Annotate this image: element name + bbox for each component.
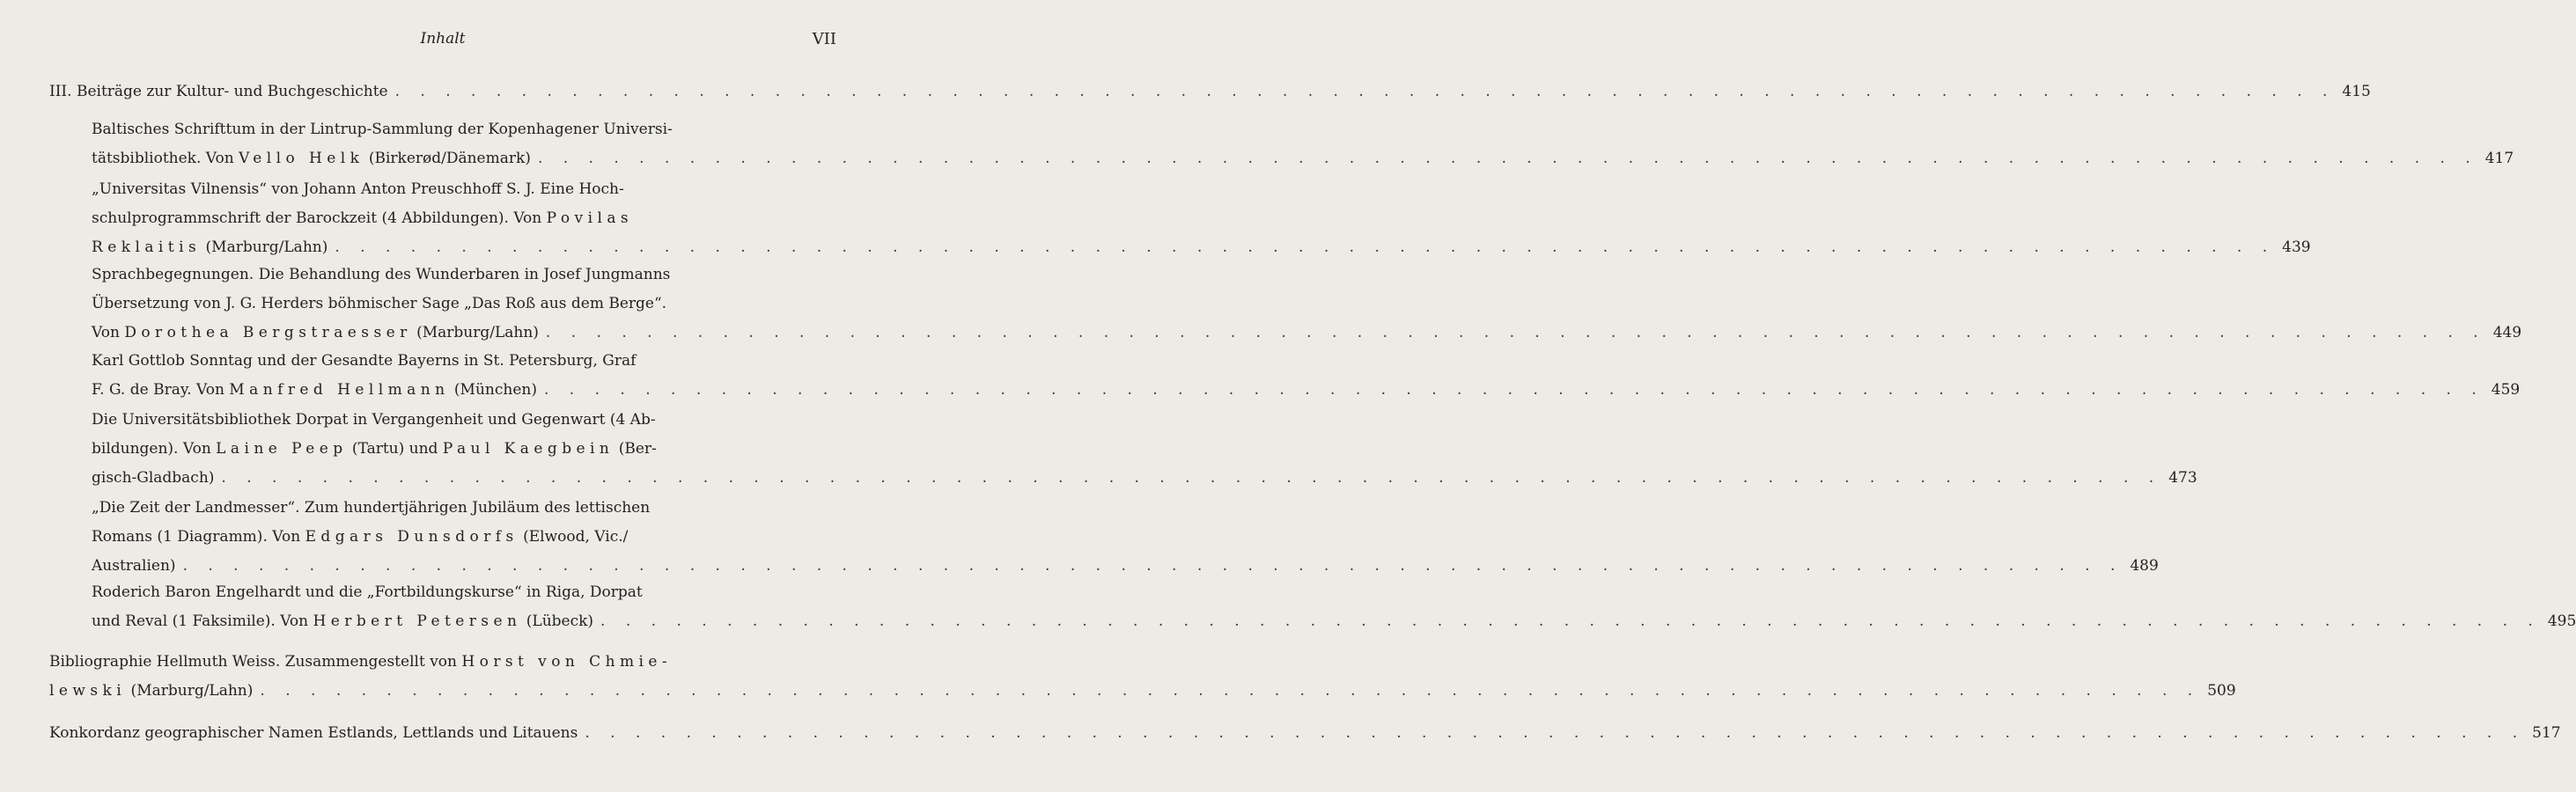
toc-text: und Reval (1 Faksimile). Von	[92, 612, 313, 630]
toc-entry-line: Australien)	[92, 557, 176, 575]
toc-entry-line: Karl Gottlob Sonntag und der Gesandte Bayerns in St. Petersburg, Graf	[92, 352, 637, 370]
leader-dots: . . . . . . . . . . . . . . . . . . . . . . . . . . . . . . . . . . . . . . . . . . . . . . . . . . . . . . . . . . . . . . . . . . . . . . . . . . . . .	[260, 682, 2201, 700]
author-name: Manfred Hellmann	[229, 381, 450, 399]
toc-entry-vilnensis[interactable]	[92, 175, 2311, 262]
toc-page-number: 449	[2492, 324, 2522, 341]
toc-text: F. G. de Bray. Von	[92, 381, 230, 399]
toc-entry-line	[92, 376, 537, 405]
toc-text: (Birkerød/Dänemark)	[364, 150, 531, 167]
toc-page-number: 517	[2532, 724, 2561, 742]
author-name: Dorothea Bergstraesser	[124, 324, 412, 341]
toc-text: (München)	[449, 381, 537, 399]
author-name: Herbert Petersen	[313, 612, 522, 630]
toc-page-number: 473	[2168, 469, 2197, 487]
author-name: Povilas	[546, 209, 634, 227]
toc-entry-concordance[interactable]	[49, 719, 2561, 748]
toc-text: bildungen). Von	[92, 440, 217, 458]
author-name: Vello Helk	[239, 150, 364, 167]
toc-entry-line: Konkordanz geographischer Namen Estlands, Lettlands und Litauens	[49, 724, 578, 742]
toc-page-number: 495	[2547, 612, 2576, 630]
toc-entry-lintrup[interactable]	[92, 115, 2514, 173]
toc-entry-line	[92, 204, 829, 233]
toc-page-number: 417	[2484, 150, 2514, 167]
toc-entry-line: Sprachbegegnungen. Die Behandlung des Wunderbaren in Josef Jungmanns	[92, 266, 671, 283]
toc-entry-line: Roderich Baron Engelhardt und die „Fortbildungskurse“ in Riga, Dorpat	[92, 583, 643, 601]
toc-text: (Lübeck)	[521, 612, 594, 630]
author-name: lewski	[49, 682, 127, 700]
toc-entry-line	[49, 648, 829, 677]
toc-text: (Marburg/Lahn)	[126, 682, 254, 700]
toc-text: Romans (1 Diagramm). Von	[92, 528, 305, 546]
toc-entry-line	[49, 677, 253, 706]
leader-dots: . . . . . . . . . . . . . . . . . . . . . . . . . . . . . . . . . . . . . . . . . . . . . . . . . . . . . . . . . . . . . . . . . . . . . . . . . . . . .	[585, 724, 2526, 742]
author-name: Horst von Chmie-	[461, 653, 673, 671]
toc-entry-sonntag[interactable]	[92, 347, 2521, 405]
toc-entry-landmesser[interactable]	[92, 494, 2159, 581]
leader-dots: . . . . . . . . . . . . . . . . . . . . . . . . . . . . . . . . . . . . . . . . . . . . . . . . . . . . . . . . . . . . . . . . . . . . . . . . . . . . .	[543, 381, 2484, 399]
toc-entry-line: gisch-Gladbach)	[92, 469, 215, 487]
toc-entry-line	[92, 319, 539, 348]
toc-text: (Elwood, Vic./	[518, 528, 629, 546]
running-head	[0, 30, 886, 51]
leader-dots: . . . . . . . . . . . . . . . . . . . . . . . . . . . . . . . . . . . . . . . . . . . . . . . . . . . . . . . . . . . . . . . . . . . . . . . . . . . . .	[182, 557, 2123, 575]
running-head-title: Inhalt	[420, 30, 466, 48]
toc-section-title: III. Beiträge zur Kultur- und Buchgeschichte	[49, 83, 388, 100]
toc-page-number: 439	[2282, 238, 2311, 256]
toc-page-number: 509	[2207, 682, 2236, 700]
toc-section-iii[interactable]	[49, 77, 2371, 106]
toc-entry-line: Übersetzung von J. G. Herders böhmischer Sage „Das Roß aus dem Berge“.	[92, 295, 667, 312]
leader-dots: . . . . . . . . . . . . . . . . . . . . . . . . . . . . . . . . . . . . . . . . . . . . . . . . . . . . . . . . . . . . . . . . . . . . . . . . . . . . .	[221, 469, 2162, 487]
toc-text: Bibliographie Hellmuth Weiss. Zusammengestellt von	[49, 653, 462, 671]
toc-text: (Marburg/Lahn)	[411, 324, 539, 341]
leader-dots: . . . . . . . . . . . . . . . . . . . . . . . . . . . . . . . . . . . . . . . . . . . . . . . . . . . . . . . . . . . . . . . . . . . . . . . . . . . . .	[545, 324, 2486, 341]
toc-entry-bibliography[interactable]	[49, 648, 2236, 706]
toc-text: tätsbibliothek. Von	[92, 150, 239, 167]
toc-page-number: 415	[2342, 83, 2371, 100]
running-head-page-number: VII	[812, 30, 836, 48]
toc-entry-line: „Universitas Vilnensis“ von Johann Anton Preuschhoff S. J. Eine Hoch-	[92, 180, 624, 198]
toc-text: (Ber-	[614, 440, 657, 458]
toc-entry-dorpat[interactable]	[92, 406, 2197, 493]
toc-page-number: 489	[2130, 557, 2159, 575]
leader-dots: . . . . . . . . . . . . . . . . . . . . . . . . . . . . . . . . . . . . . . . . . . . . . . . . . . . . . . . . . . . . . . . . . . . . . . . . . . . . .	[600, 612, 2541, 630]
author-name: Laine Peep	[216, 440, 348, 458]
toc-page-number: 459	[2491, 381, 2521, 399]
author-name: Paul Kaegbein	[442, 440, 615, 458]
toc-entry-line	[92, 144, 531, 173]
toc-entry-sprachbegegnungen[interactable]	[92, 260, 2522, 348]
toc-text: (Tartu) und	[347, 440, 443, 458]
toc-text: schulprogrammschrift der Barockzeit (4 Abbildungen). Von	[92, 209, 547, 227]
toc-entry-line: „Die Zeit der Landmesser“. Zum hundertjährigen Jubiläum des lettischen	[92, 499, 651, 517]
toc-entry-engelhardt[interactable]	[92, 578, 2576, 636]
author-name: Edgars Dunsdorfs	[305, 528, 519, 546]
toc-entry-line	[92, 607, 593, 636]
leader-dots: . . . . . . . . . . . . . . . . . . . . . . . . . . . . . . . . . . . . . . . . . . . . . . . . . . . . . . . . . . . . . . . . . . . . . . . . . . . . .	[537, 150, 2478, 167]
toc-entry-line	[92, 523, 829, 552]
toc-text: (Marburg/Lahn)	[201, 238, 328, 256]
leader-dots: . . . . . . . . . . . . . . . . . . . . . . . . . . . . . . . . . . . . . . . . . . . . . . . . . . . . . . . . . . . . . . . . . . . . . . . . . . . . .	[394, 83, 2336, 100]
author-name: Reklaitis	[92, 238, 202, 256]
toc-entry-line	[92, 435, 829, 464]
toc-entry-line: Baltisches Schrifttum in der Lintrup-Sammlung der Kopenhagener Universi-	[92, 121, 673, 138]
toc-entry-line: Die Universitätsbibliothek Dorpat in Vergangenheit und Gegenwart (4 Ab-	[92, 411, 656, 429]
leader-dots: . . . . . . . . . . . . . . . . . . . . . . . . . . . . . . . . . . . . . . . . . . . . . . . . . . . . . . . . . . . . . . . . . . . . . . . . . . . . .	[335, 238, 2276, 256]
toc-text: Von	[92, 324, 125, 341]
toc-entry-line	[92, 233, 328, 262]
